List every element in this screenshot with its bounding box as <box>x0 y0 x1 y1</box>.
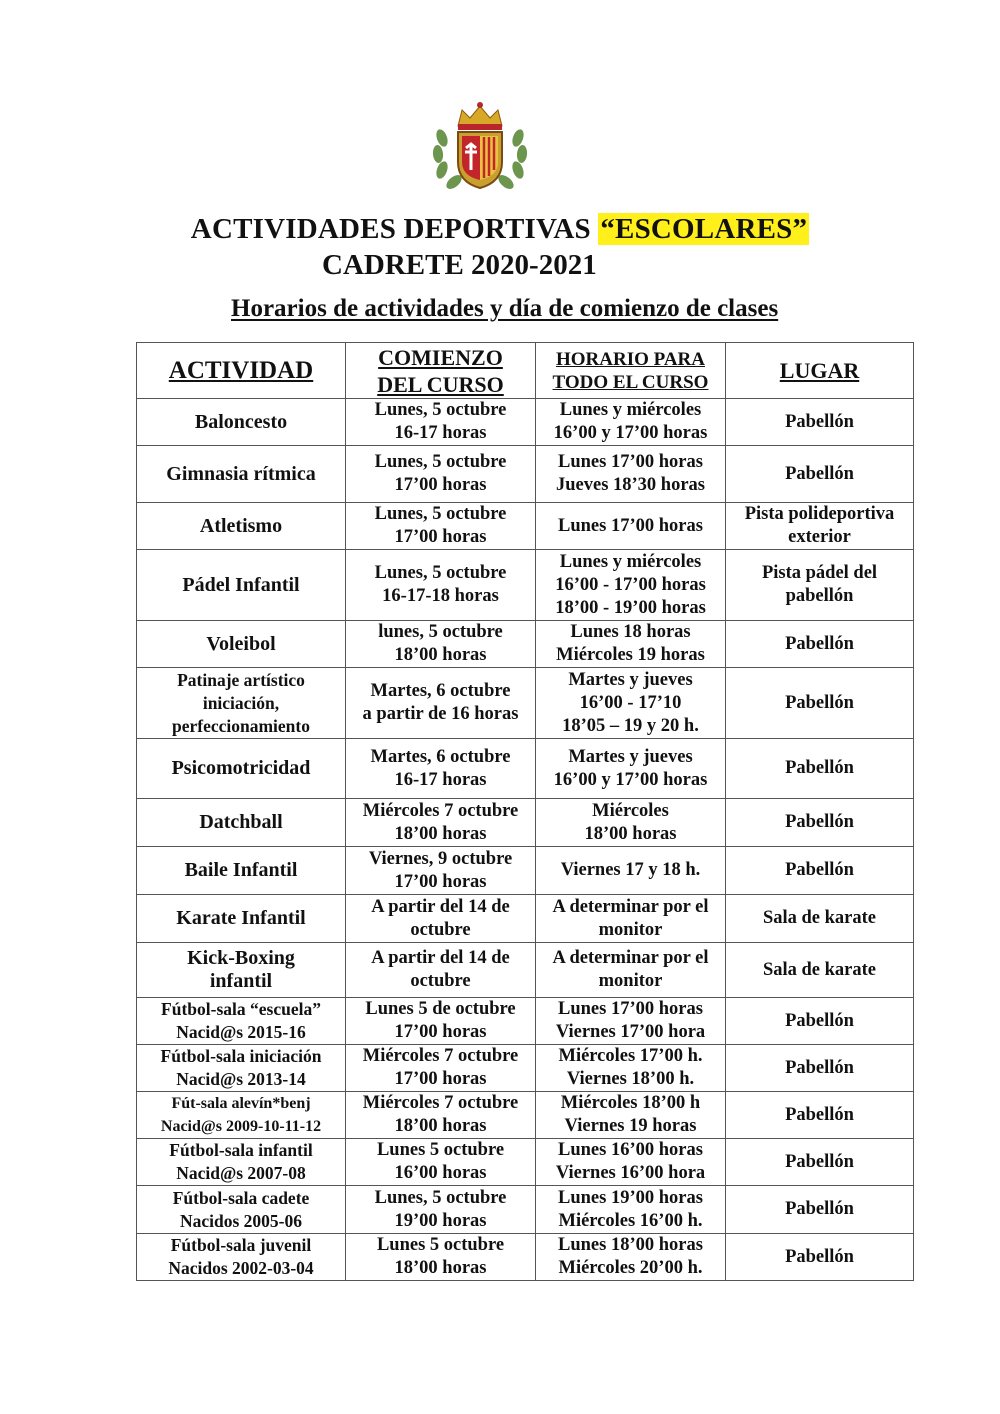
document-title <box>0 213 1000 246</box>
cell-line: 18’00 horas <box>394 1116 487 1136</box>
cell-line: monitor <box>598 919 663 940</box>
cell-line: 17’00 horas <box>394 475 487 495</box>
cell-line: Lunes 18’00 horas <box>558 1235 703 1255</box>
cell-line: Miércoles 19 horas <box>556 645 705 665</box>
cell-line: Pabellón <box>785 812 854 832</box>
cell-line: 18’00 horas <box>394 1258 487 1278</box>
table-row <box>137 1092 914 1139</box>
col-header-line: LUGAR <box>779 358 860 383</box>
cell-line: Viernes, 9 octubre <box>368 848 513 869</box>
cell-line: Voleibol <box>206 632 276 655</box>
cell-line: 16-17-18 horas <box>382 586 499 606</box>
cell-line: Fútbol-sala infantil <box>169 1140 313 1160</box>
cell-line: 17’00 horas <box>394 527 487 547</box>
cell-line: A partir del 14 de <box>371 948 510 968</box>
cell-line: Miércoles 20’00 h. <box>558 1258 703 1278</box>
start-cell <box>346 1139 536 1186</box>
start-cell <box>346 739 536 799</box>
cell-line: Nacid@s 2009-10-11-12 <box>160 1118 322 1135</box>
schedule-cell <box>536 1045 726 1092</box>
cell-line: Nacid@s 2007-08 <box>176 1163 306 1183</box>
cell-line: 16’00 horas <box>394 1163 487 1183</box>
start-cell <box>346 1045 536 1092</box>
schedule-cell <box>536 895 726 943</box>
cell-line: 16’00 y 17’00 horas <box>553 423 708 443</box>
cell-line: Jueves 18’30 horas <box>555 475 706 495</box>
cell-line: Pabellón <box>785 758 854 778</box>
cell-line: Lunes y miércoles <box>559 551 702 572</box>
place-cell <box>726 847 914 895</box>
cell-line: Viernes 18’00 h. <box>566 1069 695 1089</box>
start-cell <box>346 503 536 550</box>
place-cell <box>726 739 914 799</box>
col-header-line: TODO EL CURSO <box>552 371 709 393</box>
activity-cell <box>137 943 346 998</box>
col-header-line: DEL CURSO <box>377 371 504 397</box>
cell-line: Lunes 17’00 horas <box>558 515 703 536</box>
cell-line: A determinar por el <box>552 948 709 968</box>
place-cell <box>726 1234 914 1281</box>
cell-line: monitor <box>598 971 663 991</box>
activity-cell <box>137 446 346 503</box>
table-row <box>137 895 914 943</box>
cell-line: exterior <box>788 527 851 547</box>
cell-line: 18’00 horas <box>584 823 677 844</box>
cell-line: Martes, 6 octubre <box>370 681 511 701</box>
activity-cell <box>137 998 346 1045</box>
cell-line: Nacid@s 2013-14 <box>176 1069 306 1089</box>
cell-line: pabellón <box>785 586 854 606</box>
cell-line: Lunes, 5 octubre <box>374 400 507 420</box>
title-highlight: “ESCOLARES” <box>600 213 808 245</box>
place-cell <box>726 895 914 943</box>
cell-line: Gimnasia rítmica <box>166 462 316 485</box>
document-title-line2: CADRETE 2020-2021 <box>322 249 597 281</box>
cell-line: 17’00 horas <box>394 871 487 892</box>
cell-line: Baile Infantil <box>184 859 298 881</box>
start-cell <box>346 399 536 446</box>
activity-cell <box>137 621 346 668</box>
cell-line: 18’00 - 19’00 horas <box>555 597 706 618</box>
activity-cell <box>137 1234 346 1281</box>
place-cell <box>726 668 914 739</box>
cell-line: Pabellón <box>785 1057 854 1078</box>
cell-line: Pabellón <box>785 860 854 880</box>
cell-line: octubre <box>410 919 471 940</box>
cell-line: 18’00 horas <box>394 645 487 665</box>
cell-line: Nacidos 2005-06 <box>179 1210 302 1231</box>
start-cell <box>346 550 536 621</box>
cell-line: Psicomotricidad <box>171 757 311 779</box>
cell-line: Fútbol-sala cadete <box>172 1187 310 1208</box>
cell-line: 17’00 horas <box>394 1069 487 1089</box>
start-cell <box>346 668 536 739</box>
table-row <box>137 799 914 847</box>
place-cell <box>726 1186 914 1234</box>
cell-line: Lunes, 5 octubre <box>374 563 507 583</box>
cell-line: Pabellón <box>785 1104 854 1125</box>
cell-line: Sala de karate <box>762 959 877 980</box>
activity-cell <box>137 739 346 799</box>
cell-line: 16-17 horas <box>394 769 487 790</box>
table-row <box>137 550 914 621</box>
cell-line: Pabellón <box>785 1246 854 1267</box>
cell-line: Lunes 5 de octubre <box>365 999 516 1019</box>
start-cell <box>346 1234 536 1281</box>
cell-line: Pádel Infantil <box>182 573 300 596</box>
cell-line: Lunes y miércoles <box>559 400 702 420</box>
cell-line: Martes, 6 octubre <box>370 746 511 767</box>
place-cell <box>726 1139 914 1186</box>
cell-line: infantil <box>209 970 273 992</box>
schedule-cell <box>536 1234 726 1281</box>
activity-cell <box>137 399 346 446</box>
activity-cell <box>137 550 346 621</box>
cell-line: A determinar por el <box>552 896 709 917</box>
title-part1: ACTIVIDADES DEPORTIVAS <box>190 213 591 245</box>
cell-line: Pabellón <box>785 1151 854 1172</box>
start-cell <box>346 1092 536 1139</box>
start-cell <box>346 943 536 998</box>
cell-line: Lunes, 5 octubre <box>374 504 507 524</box>
table-row <box>137 847 914 895</box>
col-header-line: ACTIVIDAD <box>168 357 314 384</box>
activity-cell <box>137 1186 346 1234</box>
start-cell <box>346 895 536 943</box>
table-row <box>137 943 914 998</box>
cell-line: Karate Infantil <box>176 907 306 929</box>
cell-line: 16-17 horas <box>394 423 487 443</box>
cell-line: octubre <box>410 971 471 991</box>
cell-line: Patinaje artístico <box>177 669 305 690</box>
cell-line: Pista pádel del <box>761 563 878 583</box>
col-header-actividad <box>137 343 346 399</box>
cell-line: Pabellón <box>785 1199 854 1219</box>
cell-line: perfeccionamiento <box>171 715 310 736</box>
activity-cell <box>137 847 346 895</box>
cell-line: Martes y jueves <box>568 746 693 767</box>
start-cell <box>346 446 536 503</box>
table-row <box>137 1139 914 1186</box>
activity-cell <box>137 668 346 739</box>
schedule-cell <box>536 668 726 739</box>
schedule-cell <box>536 1139 726 1186</box>
cell-line: Lunes 5 octubre <box>376 1235 505 1255</box>
cell-line: Datchball <box>199 811 283 833</box>
start-cell <box>346 847 536 895</box>
cell-line: iniciación, <box>202 692 280 713</box>
schedule-cell <box>536 399 726 446</box>
coat-of-arms-icon <box>428 100 532 192</box>
schedule-cell <box>536 621 726 668</box>
cell-line: 16’00 - 17’10 <box>579 692 682 713</box>
cell-line: Kick-Boxing <box>187 947 295 969</box>
cell-line: Lunes 17’00 horas <box>558 999 703 1019</box>
cell-line: Pabellón <box>785 692 854 713</box>
cell-line: Fútbol-sala iniciación <box>160 1046 322 1066</box>
cell-line: Atletismo <box>199 514 283 537</box>
place-cell <box>726 503 914 550</box>
cell-line: Miércoles 7 octubre <box>362 800 519 821</box>
activity-cell <box>137 503 346 550</box>
activity-cell <box>137 895 346 943</box>
col-header-lugar <box>726 343 914 399</box>
schedule-cell <box>536 998 726 1045</box>
activity-cell <box>137 1045 346 1092</box>
cell-line: Miércoles 7 octubre <box>362 1093 519 1113</box>
cell-line: Fútbol-sala “escuela” <box>161 999 321 1019</box>
cell-line: Baloncesto <box>194 410 288 433</box>
cell-line: Pabellón <box>785 1010 854 1031</box>
table-row <box>137 399 914 446</box>
cell-line: Nacidos 2002-03-04 <box>168 1258 314 1278</box>
place-cell <box>726 1045 914 1092</box>
activity-cell <box>137 1139 346 1186</box>
table-row <box>137 446 914 503</box>
cell-line: Lunes, 5 octubre <box>374 1187 507 1208</box>
start-cell <box>346 998 536 1045</box>
cell-line: 16’00 - 17’00 horas <box>555 574 706 595</box>
place-cell <box>726 1092 914 1139</box>
activity-cell <box>137 1092 346 1139</box>
col-header-comienzo <box>346 343 536 399</box>
place-cell <box>726 446 914 503</box>
start-cell <box>346 1186 536 1234</box>
cell-line: Pabellón <box>785 411 854 432</box>
cell-line: Miércoles 17’00 h. <box>558 1046 703 1066</box>
cell-line: Lunes 16’00 horas <box>558 1140 703 1160</box>
cell-line: Pabellón <box>785 463 854 484</box>
cell-line: Miércoles <box>592 800 669 821</box>
cell-line: Lunes, 5 octubre <box>374 452 507 472</box>
cell-line: Lunes 17’00 horas <box>558 452 703 472</box>
table-row <box>137 503 914 550</box>
col-header-line: COMIENZO <box>378 344 503 370</box>
cell-line: Martes y jueves <box>568 669 693 690</box>
cell-line: 19’00 horas <box>394 1210 487 1231</box>
place-cell <box>726 998 914 1045</box>
cell-line: Miércoles 16’00 h. <box>558 1210 703 1231</box>
table-row <box>137 668 914 739</box>
place-cell <box>726 943 914 998</box>
header-row <box>137 343 914 399</box>
table-row <box>137 1186 914 1234</box>
cell-line: Lunes 5 octubre <box>376 1140 505 1160</box>
cell-line: Pabellón <box>785 633 854 654</box>
document-subtitle: Horarios de actividades y día de comienzo de clases <box>231 295 779 322</box>
table-row <box>137 998 914 1045</box>
start-cell <box>346 621 536 668</box>
cell-line: A partir del 14 de <box>371 896 510 917</box>
place-cell <box>726 550 914 621</box>
cell-line: Viernes 17’00 hora <box>555 1022 706 1042</box>
cell-line: Lunes 19’00 horas <box>558 1187 703 1208</box>
place-cell <box>726 621 914 668</box>
cell-line: Fútbol-sala juvenil <box>170 1235 312 1255</box>
activity-cell <box>137 799 346 847</box>
cell-line: Pista polideportiva <box>744 504 895 524</box>
cell-line: a partir de 16 horas <box>362 704 519 724</box>
cell-line: 16’00 y 17’00 horas <box>553 769 708 790</box>
col-header-horario <box>536 343 726 399</box>
cell-line: Viernes 19 horas <box>564 1116 697 1136</box>
schedule-table <box>136 342 914 1281</box>
schedule-cell <box>536 503 726 550</box>
place-cell <box>726 399 914 446</box>
cell-line: Sala de karate <box>762 908 877 928</box>
schedule-cell <box>536 446 726 503</box>
col-header-line: HORARIO PARA <box>555 348 705 370</box>
schedule-cell <box>536 799 726 847</box>
schedule-cell <box>536 550 726 621</box>
table-row <box>137 1234 914 1281</box>
cell-line: Viernes 17 y 18 h. <box>560 860 701 880</box>
schedule-cell <box>536 943 726 998</box>
cell-line: Miércoles 18’00 h <box>560 1093 701 1113</box>
start-cell <box>346 799 536 847</box>
table-row <box>137 739 914 799</box>
schedule-cell <box>536 1186 726 1234</box>
cell-line: Fút-sala alevín*benj <box>171 1095 311 1112</box>
cell-line: 18’05 – 19 y 20 h. <box>562 715 699 736</box>
cell-line: Miércoles 7 octubre <box>362 1046 519 1066</box>
cell-line: Viernes 16’00 hora <box>555 1163 706 1183</box>
place-cell <box>726 799 914 847</box>
cell-line: Lunes 18 horas <box>570 622 691 642</box>
schedule-cell <box>536 847 726 895</box>
schedule-cell <box>536 739 726 799</box>
table-row <box>137 1045 914 1092</box>
cell-line: Nacid@s 2015-16 <box>176 1022 306 1042</box>
schedule-cell <box>536 1092 726 1139</box>
cell-line: 17’00 horas <box>394 1022 487 1042</box>
cell-line: lunes, 5 octubre <box>378 622 503 642</box>
table-row <box>137 621 914 668</box>
cell-line: 18’00 horas <box>394 823 487 844</box>
